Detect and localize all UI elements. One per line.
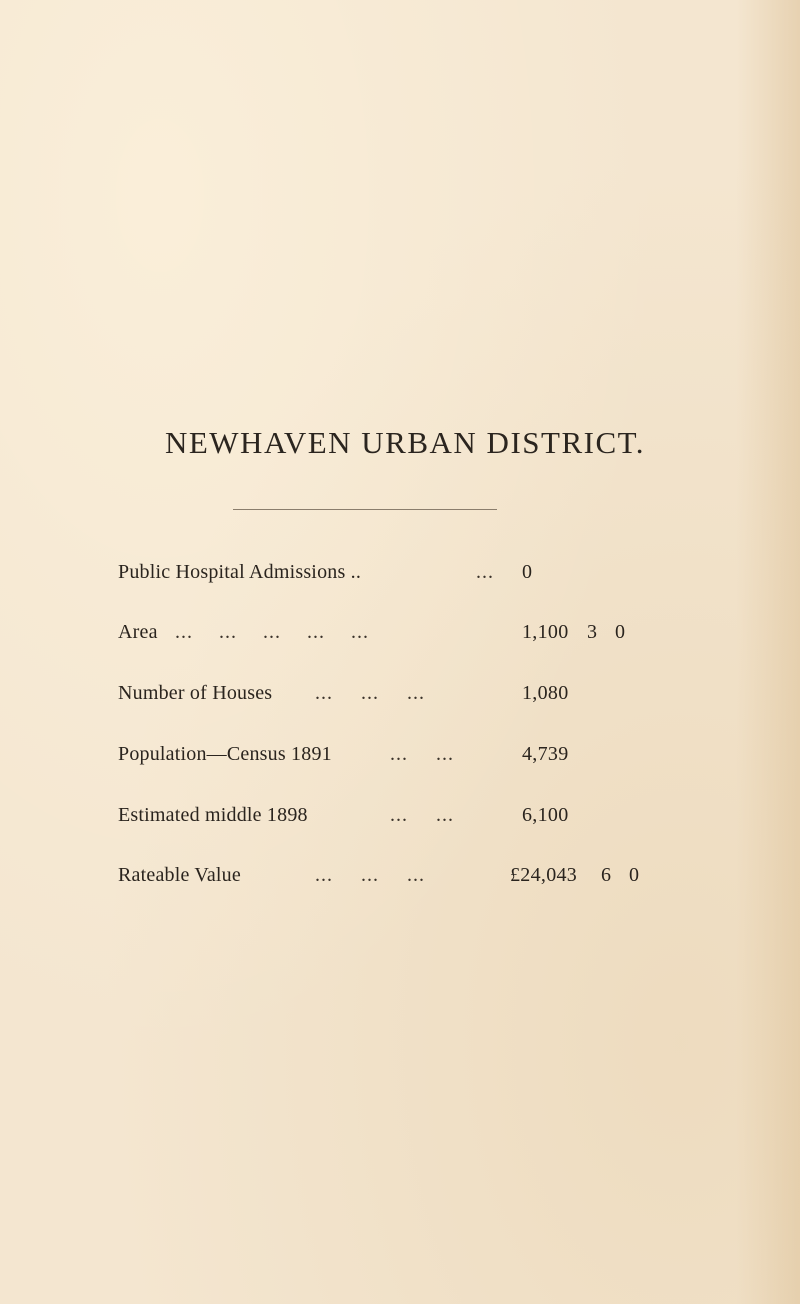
row-value-perches: 0 [615,621,625,643]
page-title: NEWHAVEN URBAN DISTRICT. [164,425,646,460]
table-row [0,860,800,890]
dot-leader: ... ... ... [315,864,425,886]
table-row [0,678,800,708]
dot-leader: ... ... [390,804,454,826]
title-divider [233,509,497,510]
row-value: £24,043 [510,864,578,886]
dot-leader: ... ... ... [315,682,425,704]
row-label: Number of Houses [118,682,273,704]
table-row [0,739,800,769]
row-value: 1,080 [522,682,569,704]
table-row [0,557,800,587]
dot-leader: ... ... ... ... ... [175,621,369,643]
row-label: Population—Census 1891 [118,743,332,765]
row-value: 1,100 [522,621,569,643]
row-value-roods: 3 [587,621,597,643]
table-row [0,617,800,647]
row-label: Public Hospital Admissions .. [118,561,362,583]
table-row [0,800,800,830]
row-label: Estimated middle 1898 [118,804,308,826]
dot-leader: ... ... [390,743,454,765]
row-value-pence: 0 [629,864,639,886]
dot-leader: ... [476,561,494,583]
row-label: Area [118,621,158,643]
row-value: 0 [522,561,533,583]
row-value: 4,739 [522,743,569,765]
row-label: Rateable Value [118,864,241,886]
row-value-shillings: 6 [601,864,611,886]
row-value: 6,100 [522,804,569,826]
